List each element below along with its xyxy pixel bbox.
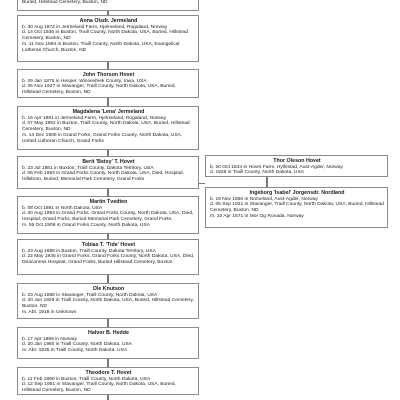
person-name: Ingeborg 'Isabel' Jorgensdr. Nordland xyxy=(249,190,345,196)
generation-link-connector xyxy=(198,183,205,184)
person-name: Ole Knutson xyxy=(92,286,125,292)
person-marriage: m. 06 Oct 1909 in Grand Forks County, North Dakota, USA xyxy=(22,222,150,228)
person-death: d. 22 May 1945 in Grand Forks, Grand Forks County, North Dakota, USA, Died, Deaconess Hospital, Grand Forks, Buried Hillstead Cemetery, Buxton xyxy=(22,254,195,266)
person-name: John Thorson Hovet xyxy=(82,72,135,78)
person-birth: b. 17 Apr 1889 in Norway xyxy=(22,336,77,342)
person-marriage: m. Abt. 1935 in Traill County, North Dakota, USA xyxy=(22,348,128,354)
person-name: Martin Tvedten xyxy=(89,199,128,205)
person-card-magdalena-jermeland[interactable] xyxy=(17,106,199,150)
person-marriage: m. Abt. 1918 in Unknown xyxy=(22,309,77,315)
person-detail: Buried, Hillstead Cemetery, Buxton, ND xyxy=(22,0,108,5)
person-birth: b. 11 Feb 1890 in Buxton, Traill County, North Dakota, USA xyxy=(22,376,151,382)
person-marriage: m. 11 Nov 1894 in Buxton, Traill County, North Dakota, USA, Evangelical Lutheran Church, Buxton, ND xyxy=(22,41,180,53)
person-death: d. 06 Sep 1921 in Stavanger, Traill County, North Dakota, USA, Buried, Hillstead Cemetery, Buxton, ND xyxy=(210,202,384,214)
person-name: Theodore T. Hovet xyxy=(85,370,132,376)
person-death: d. 06 Feb 1953 in Grand Forks County, North Dakota, USA, Died, Hospital, Hillsboro, Buried, Memorial Park Cemetery, Grand Forks xyxy=(22,171,184,183)
person-death: d. 12 Sep 1951 in Stavanger, Traill County, North Dakota, USA, Buried, Hillstead Cemetery, Buxton, ND xyxy=(22,382,176,394)
person-name: Tobias T. 'Tide' Hovet xyxy=(81,242,136,248)
person-death: d. 20 Jan 1960 in Traill County, North Dakota, USA xyxy=(22,342,133,348)
person-birth: b. 30 Aug 1872 in Jermeland Farm, Hjelmeland, Rogaland, Norway xyxy=(22,24,168,30)
person-name: Magdalena 'Lena' Jermeland xyxy=(72,109,145,115)
person-card-halvor-hedde[interactable] xyxy=(17,327,199,359)
right-column-connector xyxy=(266,177,267,187)
person-death: d. 14 Oct 1936 in Buxton, Traill County, North Dakota, USA, Buried, Hillstead Cemetery, Buxton, ND xyxy=(22,30,188,42)
person-birth: b. 29 Jan 1875 in Hesper, Winneshiek County, Iowa, USA xyxy=(22,78,147,84)
person-name: Anna Olsdr. Jermeland xyxy=(79,18,138,24)
person-birth: b. 19 Nov 1850 in Nomeland, Aust-Agder, Norway xyxy=(210,196,318,202)
person-death: d. 20 Aug 1953 in Grand Forks, Grand Forks County, North Dakota, USA, Died, Hospital, Grand Forks, Buried Memorial Park Cemetery, Grand Forks xyxy=(22,211,194,223)
person-card-john-thorson-hovet[interactable] xyxy=(17,69,199,98)
person-death: d. 25 Nov 1927 in Stavanger, Traill County, North Dakota, USA, Buried, Hillstead Cemetery, Buxton, ND xyxy=(22,84,176,96)
person-name: Berit 'Betsy' T. Hovet xyxy=(82,159,135,165)
person-birth: b. 23 Aug 1888 in Stavanger, Traill County, North Dakota, USA xyxy=(22,292,158,298)
person-card-tobias-hovet[interactable] xyxy=(17,239,199,275)
person-name: Thor Oleson Hovet xyxy=(273,158,321,164)
person-death: d. 20 Jun 1929 in Traill County, North Dakota, USA, Buried, Hillstead Cemetery, Buxton, ND xyxy=(22,298,194,310)
person-death: d. 1928 in Traill County, North Dakota, USA xyxy=(210,170,304,176)
person-card-ole-knutson[interactable] xyxy=(17,283,199,319)
person-birth: b. 16 Apr 1881 in Jermeland Farm, Hjelmeland, Rogaland, Norway xyxy=(22,115,167,121)
person-birth: b. 23 Aug 1888 in Buxton, Traill County, Dakota Territory, USA xyxy=(22,248,156,254)
person-name: Halvor B. Hedde xyxy=(88,330,129,336)
person-card-martin-tvedten[interactable] xyxy=(17,196,199,234)
person-death: d. 07 May 1952 in Buxton, Traill County, North Dakota, USA, Buried, Hillstead Cemetery, Buxton, ND xyxy=(22,121,190,133)
person-card-anna-olsdr-jermeland[interactable] xyxy=(17,15,199,62)
person-marriage: m. 14 Dec 1900 in Grand Forks, Grand Forks County, North Dakota, USA, United Lutheran Church, Grand Forks xyxy=(22,132,183,144)
person-birth: b. 20 Oct 1844 in Hovet Farm, Hyllestad, Aust-Agder, Norway xyxy=(210,164,343,170)
person-card-thor-oleson-hovet[interactable] xyxy=(205,155,388,177)
person-card-0[interactable] xyxy=(17,0,199,11)
person-card-berit-hovet[interactable] xyxy=(17,156,199,189)
person-birth: b. 08 Oct 1891 in North Dakota, USA xyxy=(22,205,103,211)
person-marriage: m. 10 Apr 1871 in Mor Og Ronada, Norway xyxy=(210,213,304,219)
person-card-theodore-hovet[interactable] xyxy=(17,367,199,395)
person-birth: b. 23 Jul 1881 in Buxton, Traill County, Dakota Territory, USA xyxy=(22,165,154,171)
person-card-ingeborg-nordland[interactable] xyxy=(205,187,388,228)
